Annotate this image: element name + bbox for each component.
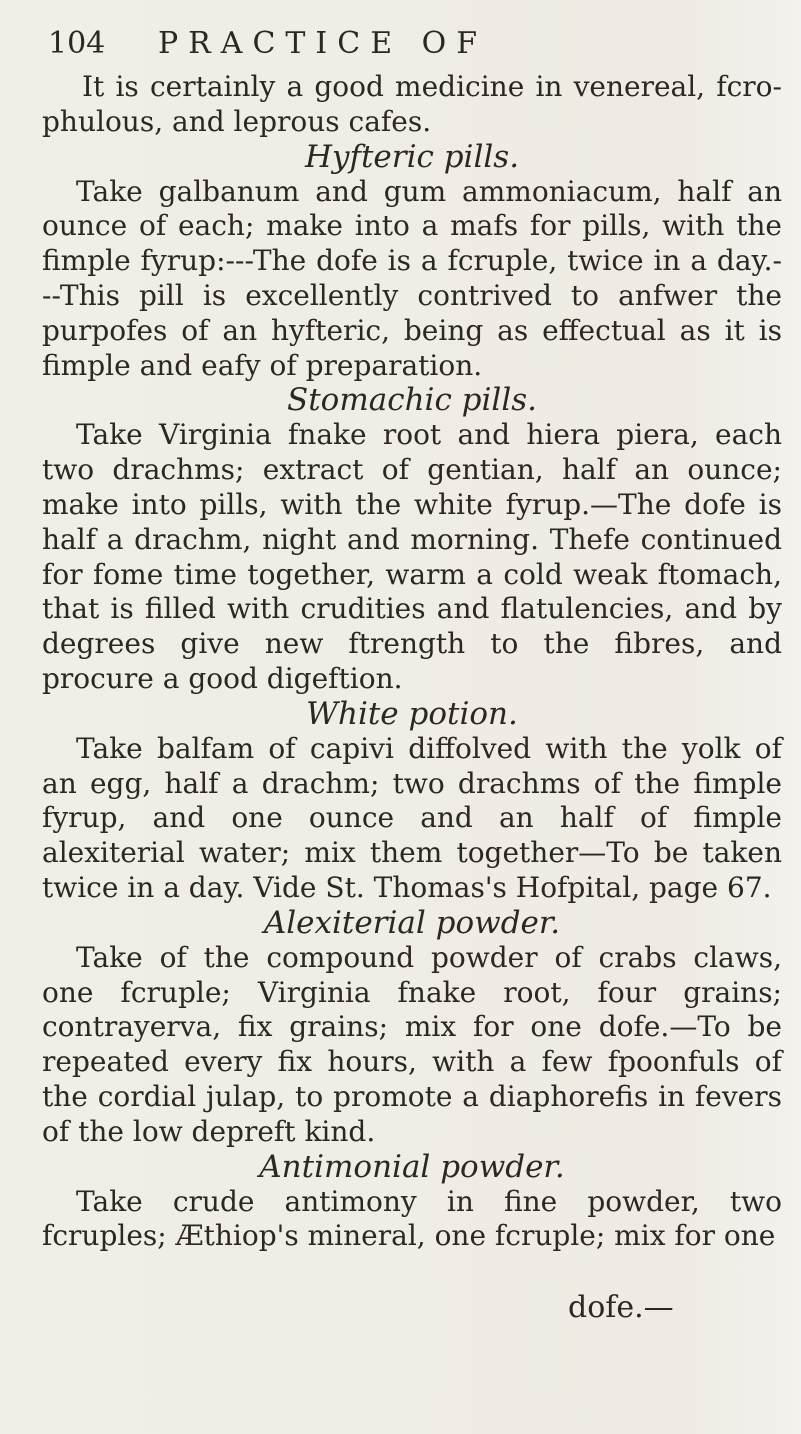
section-text-stomachic-pills: Take Virginia fnake root and hiera piera, each two drachms; extract of gentian, half an ounce; make into pills, with the white fyrup.—The dofe is half a drachm, night and morning. Thefe continued for fome time together, warm a cold weak ftomach, that is filled with crudities and flatulencies, and by degrees give new ftrength to the fibres, and procure a good digeftion. (42, 418, 782, 695)
section-text-antimonial-powder: Take crude antimony in fine powder, two fcruples; Æthiop's mineral, one fcruple; mix for one (42, 1184, 782, 1253)
section-heading-stomachic-pills: Stomachic pills. (286, 382, 538, 419)
section-text-hysteric-pills: Take galbanum and gum ammoniacum, half an ounce of each; make into a mafs for pills, with the fimple fyrup:---The dofe is a fcruple, twice in a day.---This pill is excellently contrived to anfwer the purpofes of an hyfteric, being as effectual as it is fimple and eafy of preparation. (42, 174, 782, 382)
section-text-white-potion: Take balfam of capivi diffolved with the yolk of an egg, half a drachm; two drachms of the fimple fyrup, and one ounce and an half of fimple alexiterial water; mix them together—To be taken twice in a day. Vide St. Thomas's Hofpital, page 67. (42, 731, 782, 904)
section-heading-antimonial-powder: Antimonial powder. (259, 1148, 565, 1185)
page-header (48, 26, 768, 74)
page-number: 104 (48, 26, 106, 61)
section-text-alexiterial-powder: Take of the compound powder of crabs claws, one fcruple; Virginia fnake root, four grains; contrayerva, fix grains; mix for one dofe.—To be repeated every fix hours, with a few fpoonfuls of the cordial julap, to promote a diaphorefis in fevers of the low depreft kind. (42, 940, 782, 1148)
running-title: PRACTICE OF (158, 26, 488, 61)
section-heading-white-potion: White potion. (306, 695, 518, 732)
intro-paragraph: It is certainly a good medicine in venereal, fcro-phulous, and leprous cafes. (42, 70, 782, 138)
page-body (42, 70, 782, 1254)
catchword: dofe.— (568, 1290, 674, 1325)
section-heading-hysteric-pills: Hyfteric pills. (304, 138, 520, 175)
section-heading-alexiterial-powder: Alexiterial powder. (263, 904, 561, 941)
